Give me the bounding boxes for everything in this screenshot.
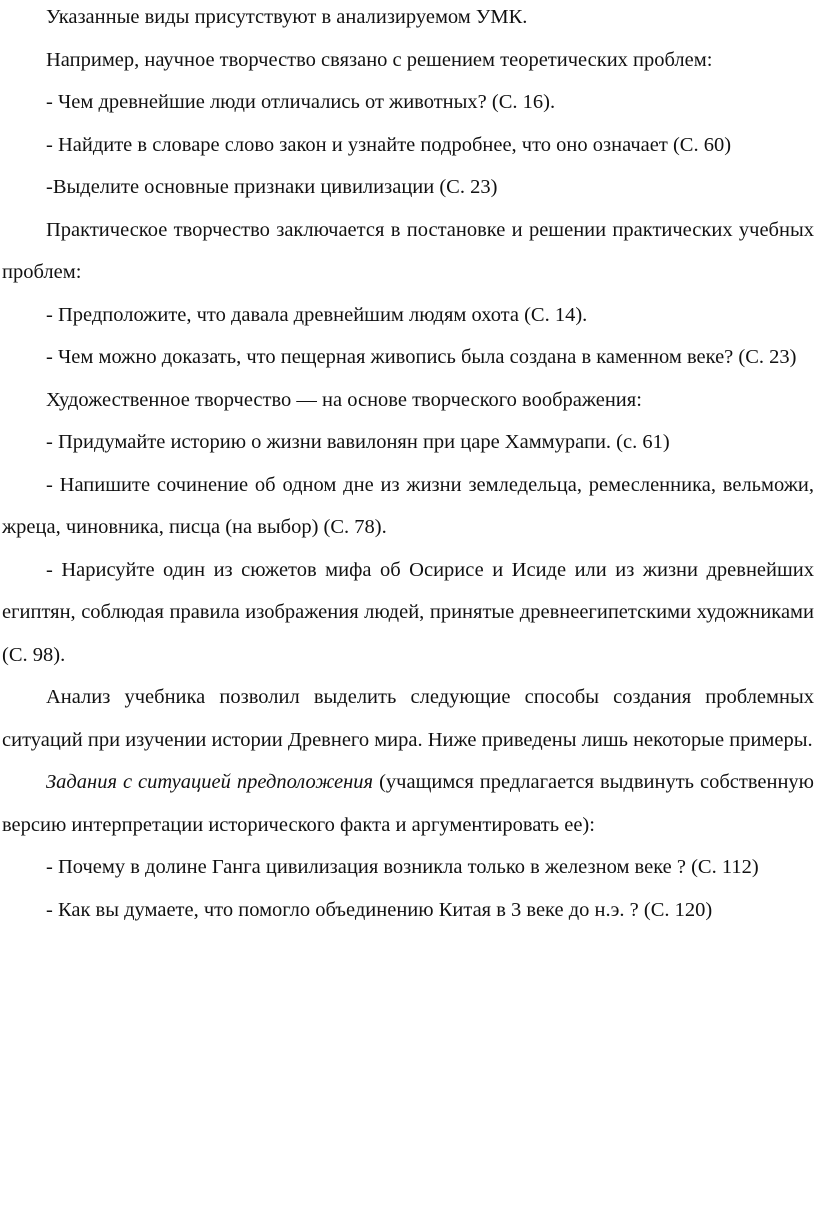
paragraph: Указанные виды присутствуют в анализируемом УМК. bbox=[46, 6, 528, 28]
paragraph: Анализ учебника позволил выделить следующие способы создания проблемных ситуаций при изучении истории Древнего мира. Ниже приведены лишь некоторые примеры. bbox=[2, 686, 814, 751]
list-item: - Придумайте историю о жизни вавилонян при царе Хаммурапи. (с. 61) bbox=[46, 431, 670, 453]
list-item: - Предположите, что давала древнейшим людям охота (С. 14). bbox=[46, 303, 588, 326]
list-item: - Напишите сочинение об одном дне из жизни земледельца, ремесленника, вельможи, жреца, чиновника, писца (на выбор) (С. 78). bbox=[2, 473, 814, 538]
list-item: - Как вы думаете, что помогло объединению Китая в 3 веке до н.э. ? (С. 120) bbox=[46, 898, 713, 921]
paragraph: Практическое творчество заключается в постановке и решении практических учебных проблем: bbox=[2, 218, 814, 283]
list-item: - Нарисуйте один из сюжетов мифа об Осирисе и Исиде или из жизни древнейших египтян, соблюдая правила изображения людей, принятые древнеегипетскими художниками (С. 98). bbox=[2, 558, 814, 666]
tasks-italic-lead: Задания с ситуацией предположения bbox=[46, 771, 374, 793]
tasks-paragraph bbox=[2, 761, 814, 846]
paragraph: Художественное творчество — на основе творческого воображения: bbox=[46, 388, 642, 411]
list-item: - Почему в долине Ганга цивилизация возникла только в железном веке ? (С. 112) bbox=[46, 856, 759, 878]
list-item: - Чем можно доказать, что пещерная живопись была создана в каменном веке? (С. 23) bbox=[46, 346, 797, 368]
list-item: - Чем древнейшие люди отличались от животных? (С. 16). bbox=[46, 91, 556, 113]
paragraph: Например, научное творчество связано с решением теоретических проблем: bbox=[46, 48, 713, 71]
list-item: - Найдите в словаре слово закон и узнайте подробнее, что оно означает (С. 60) bbox=[46, 133, 732, 156]
tasks-rest: (учащимся предлагается выдвинуть собственную версию интерпретации исторического факта и аргументировать ее): bbox=[2, 771, 814, 836]
list-item: -Выделите основные признаки цивилизации (С. 23) bbox=[46, 176, 498, 198]
